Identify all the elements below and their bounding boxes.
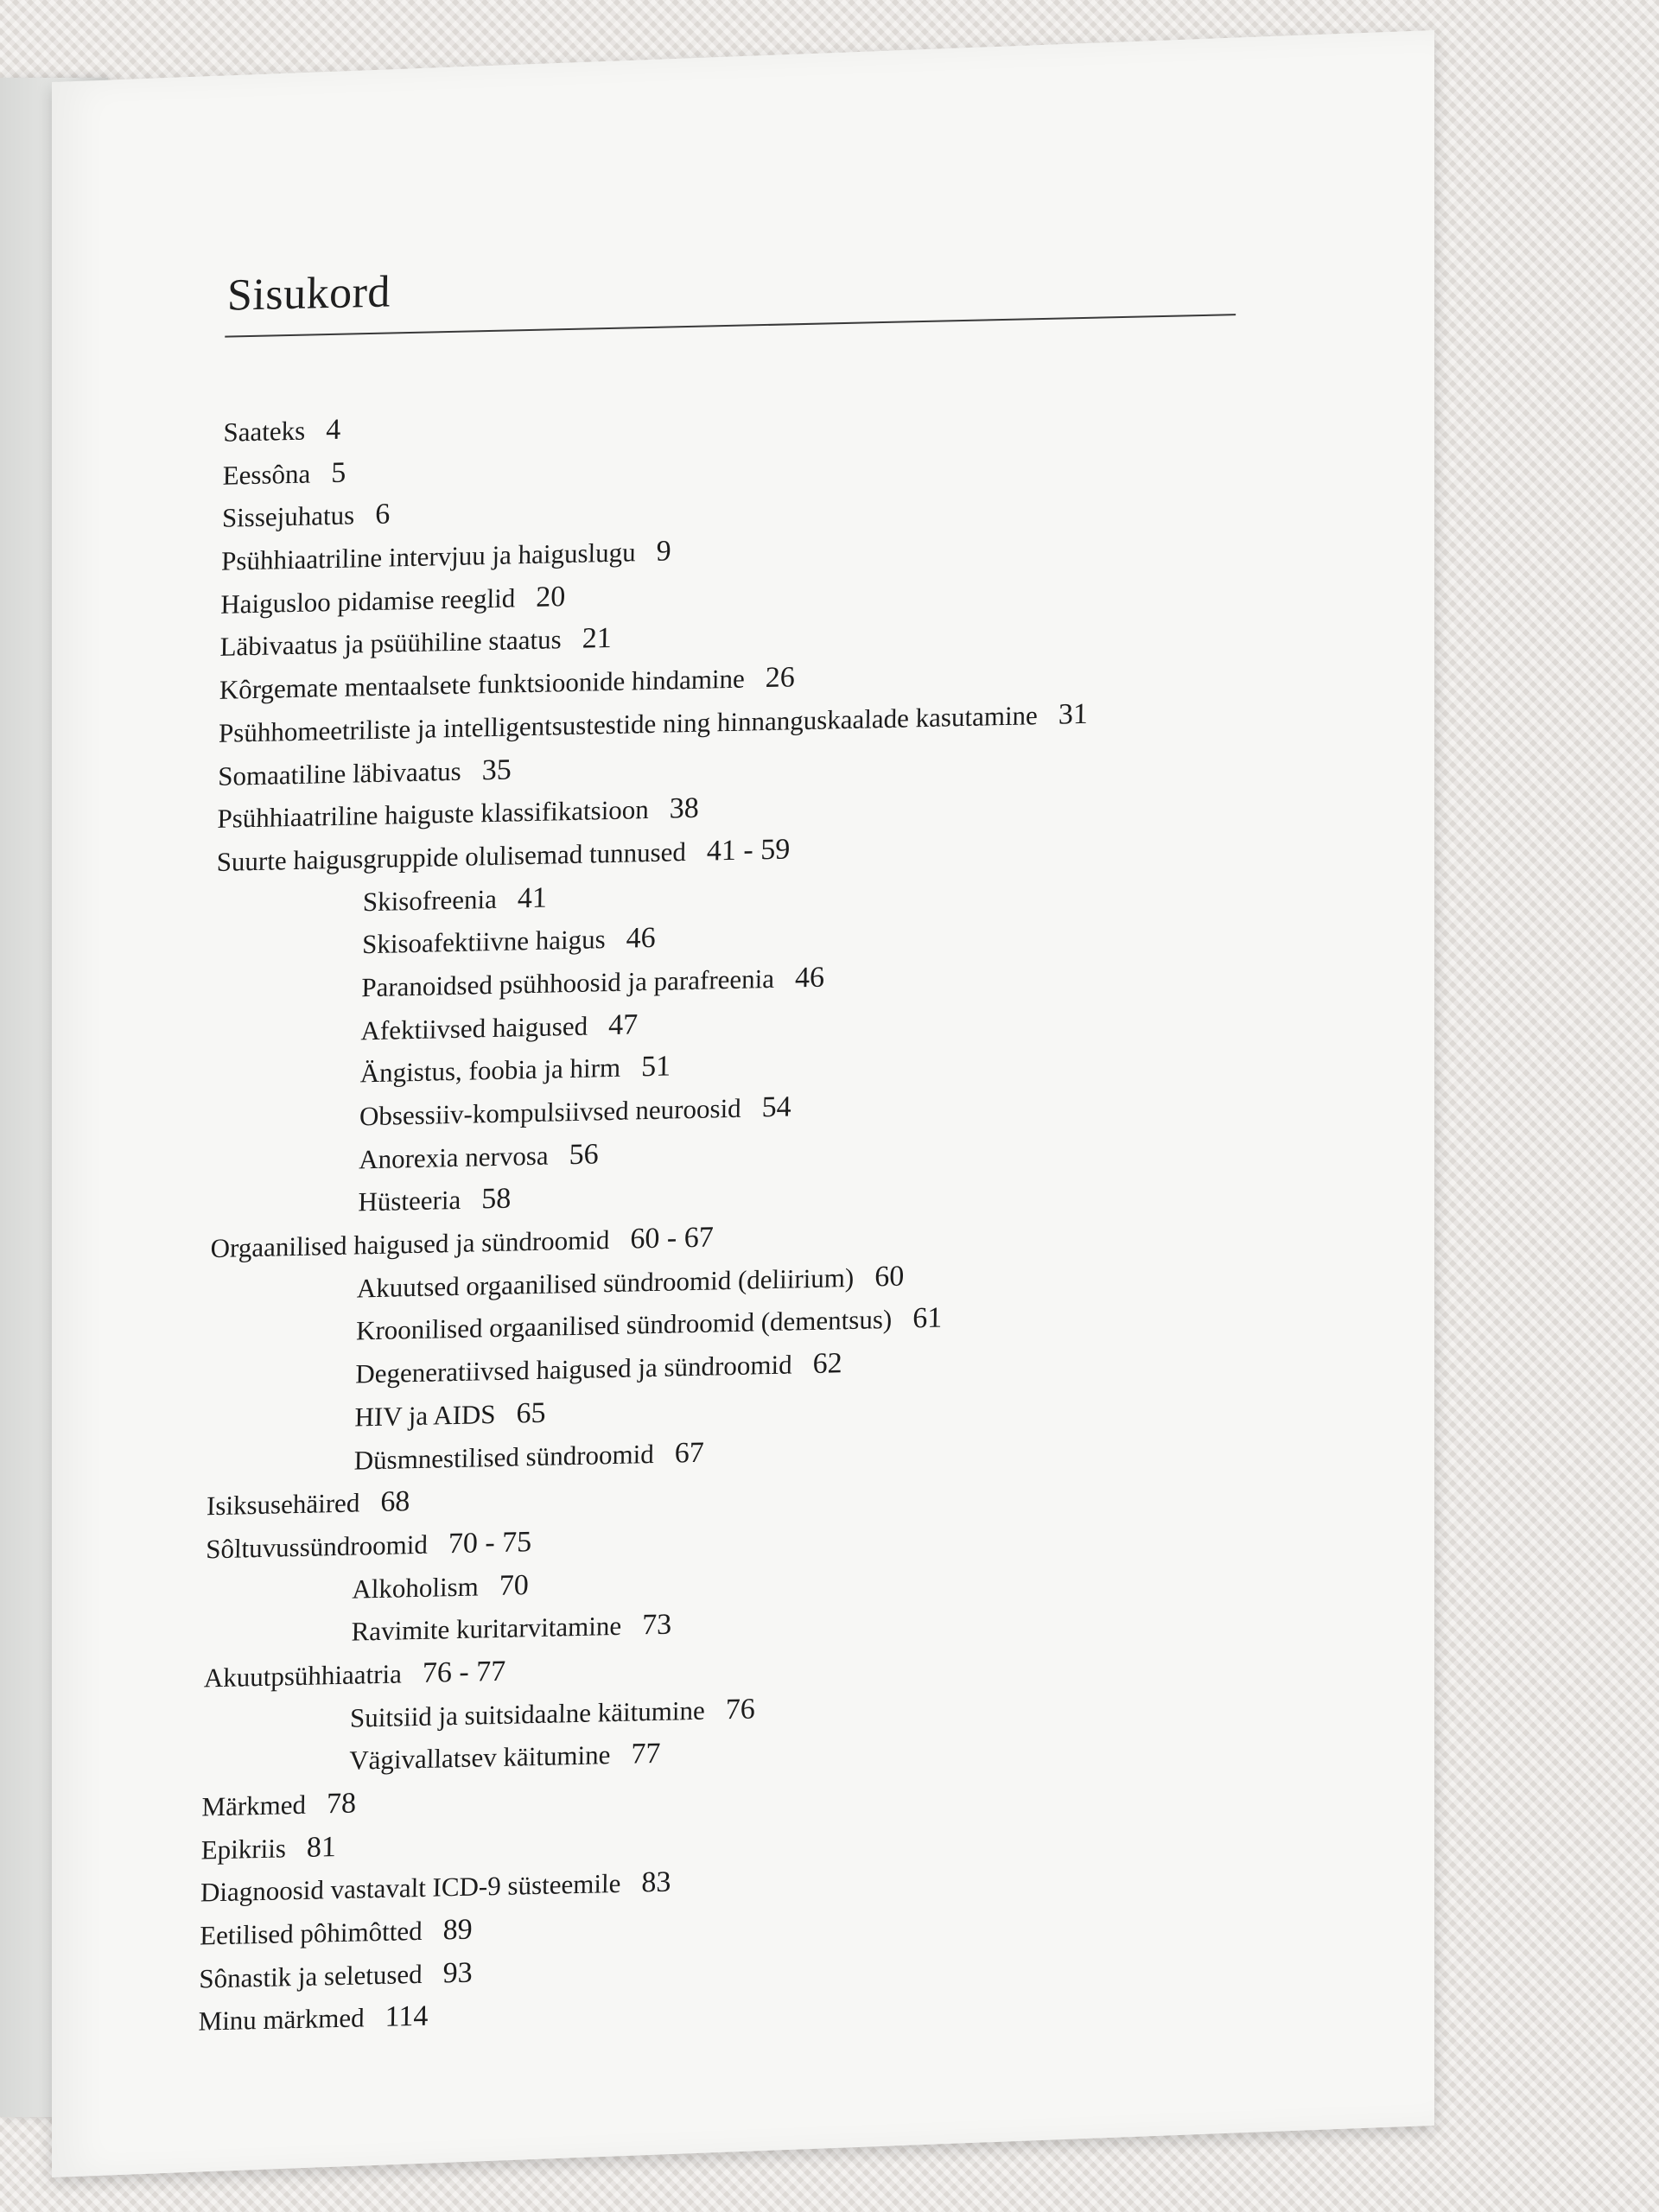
toc-page-number: 54 [761, 1090, 792, 1124]
toc-page-number: 38 [669, 791, 700, 825]
toc-page-number: 35 [481, 753, 512, 786]
toc-entry-label: Sônastik ja seletused [199, 1958, 423, 1994]
toc-page-number: 76 - 77 [422, 1655, 506, 1689]
toc-entry-label: Eessôna [222, 458, 311, 491]
toc-page-number: 81 [306, 1830, 337, 1864]
toc-entry-label: Akuutpsühhiaatria [203, 1658, 403, 1694]
toc-page-number: 46 [794, 961, 825, 995]
toc-page-number: 62 [812, 1347, 842, 1381]
toc-page-number: 46 [626, 922, 656, 955]
toc-entry-label: Somaatiline läbivaatus [218, 755, 462, 791]
toc-entry-label: Haigusloo pidamise reeglid [220, 582, 516, 620]
toc-entry-label: Sôltuvussündroomid [205, 1529, 429, 1565]
toc-page-number: 20 [536, 580, 566, 613]
toc-page-number: 41 [517, 881, 548, 914]
toc-page-number: 9 [656, 535, 671, 568]
toc-entry-label: Obsessiiv-kompulsiivsed neuroosid [359, 1092, 742, 1132]
book-page [52, 30, 1434, 2177]
toc-entry-label: Anorexia nervosa [358, 1140, 550, 1175]
toc-entry-label: Orgaanilised haigused ja sündroomid [210, 1224, 610, 1264]
toc-page-number: 21 [582, 622, 613, 656]
toc-entry-label: Eetilised pôhimôtted [199, 1915, 423, 1951]
toc-page-number: 83 [641, 1866, 671, 1899]
toc-page-number: 68 [380, 1485, 410, 1519]
toc-entry-label: Skisofreenia [362, 883, 498, 917]
toc-page-number: 6 [374, 498, 391, 531]
toc-entry-label: Suitsiid ja suitsidaalne käitumine [349, 1694, 706, 1733]
toc-page-number: 60 [874, 1260, 905, 1294]
toc-page-number: 78 [326, 1787, 357, 1821]
toc-page-number: 70 [499, 1568, 530, 1602]
toc-page-number: 77 [631, 1738, 661, 1770]
toc-page-number: 4 [325, 413, 341, 447]
toc-page-number: 31 [1058, 697, 1089, 731]
toc-entry-label: Psühhiaatriline intervjuu ja haiguslugu [220, 537, 636, 576]
toc-page-number: 93 [442, 1956, 473, 1990]
toc-entry-label: Hüsteeria [358, 1185, 461, 1217]
toc-entry-label: Diagnoosid vastavalt ICD-9 süsteemile [200, 1868, 621, 1908]
toc-entry-label: Ravimite kuritarvitamine [351, 1611, 622, 1647]
toc-page-number: 65 [516, 1396, 546, 1430]
toc-page-number: 89 [442, 1913, 473, 1947]
toc-page-number: 58 [480, 1182, 512, 1216]
toc-entry-label: Düsmnestilised sündroomid [353, 1438, 655, 1476]
toc-entry-label: Märkmed [201, 1789, 307, 1822]
toc-entry-label: Ängistus, foobia ja hirm [359, 1052, 621, 1089]
toc-page-number: 76 [725, 1693, 756, 1726]
toc-entry-label: Psühhiaatriline haiguste klassifikatsioon [217, 794, 650, 835]
toc-entry-label: Skisoafektiivne haigus [361, 924, 606, 960]
toc-page-number: 51 [640, 1050, 671, 1084]
toc-entry-label: Degeneratiivsed haigused ja sündroomid [355, 1349, 792, 1389]
page-content [19, 52, 1434, 2178]
toc-page-number: 73 [641, 1608, 672, 1642]
table-of-contents [198, 385, 1415, 2044]
page-title: Sisukord [226, 267, 391, 321]
toc-page-number: 26 [765, 661, 796, 695]
toc-page-number: 67 [674, 1436, 705, 1469]
toc-page-number: 114 [385, 2000, 429, 2034]
toc-entry-label: Vägivallatsev käitumine [349, 1739, 611, 1777]
toc-page-number: 5 [331, 456, 346, 489]
toc-entry-label: Sissejuhatus [221, 499, 355, 534]
toc-entry-label: Epikriis [200, 1833, 287, 1866]
toc-entry-label: Alkoholism [352, 1570, 480, 1605]
toc-entry-label: Kôrgemate mentaalsete funktsioonide hindamine [219, 663, 746, 705]
toc-page-number: 61 [912, 1302, 943, 1335]
toc-entry-label: Isiksusehäired [206, 1487, 360, 1522]
toc-entry-label: Akuutsed orgaanilised sündroomid (deliirium) [356, 1262, 855, 1304]
toc-page-number: 60 - 67 [630, 1221, 715, 1255]
toc-entry-label: Suurte haigusgruppide olulisemad tunnused [216, 836, 687, 877]
toc-entry-label: Kroonilised orgaanilised sündroomid (dementsus) [355, 1304, 893, 1346]
toc-entry-label: Psühhomeetriliste ja intelligentsustestide ning hinnanguskaalade kasutamine [218, 699, 1039, 748]
toc-page-number: 41 - 59 [706, 833, 791, 868]
toc-entry-label: Minu märkmed [198, 2002, 365, 2037]
toc-entry-label: Paranoidsed psühhoosid ja parafreenia [361, 963, 775, 1003]
toc-page-number: 47 [607, 1007, 639, 1041]
toc-page-number: 70 - 75 [448, 1525, 532, 1560]
toc-page-number: 56 [569, 1138, 600, 1171]
toc-entry-label: Saateks [223, 415, 306, 448]
toc-entry-label: HIV ja AIDS [354, 1398, 496, 1433]
toc-entry-label: Läbivaatus ja psüühiline staatus [219, 624, 563, 663]
toc-entry-label: Afektiivsed haigused [360, 1010, 588, 1046]
